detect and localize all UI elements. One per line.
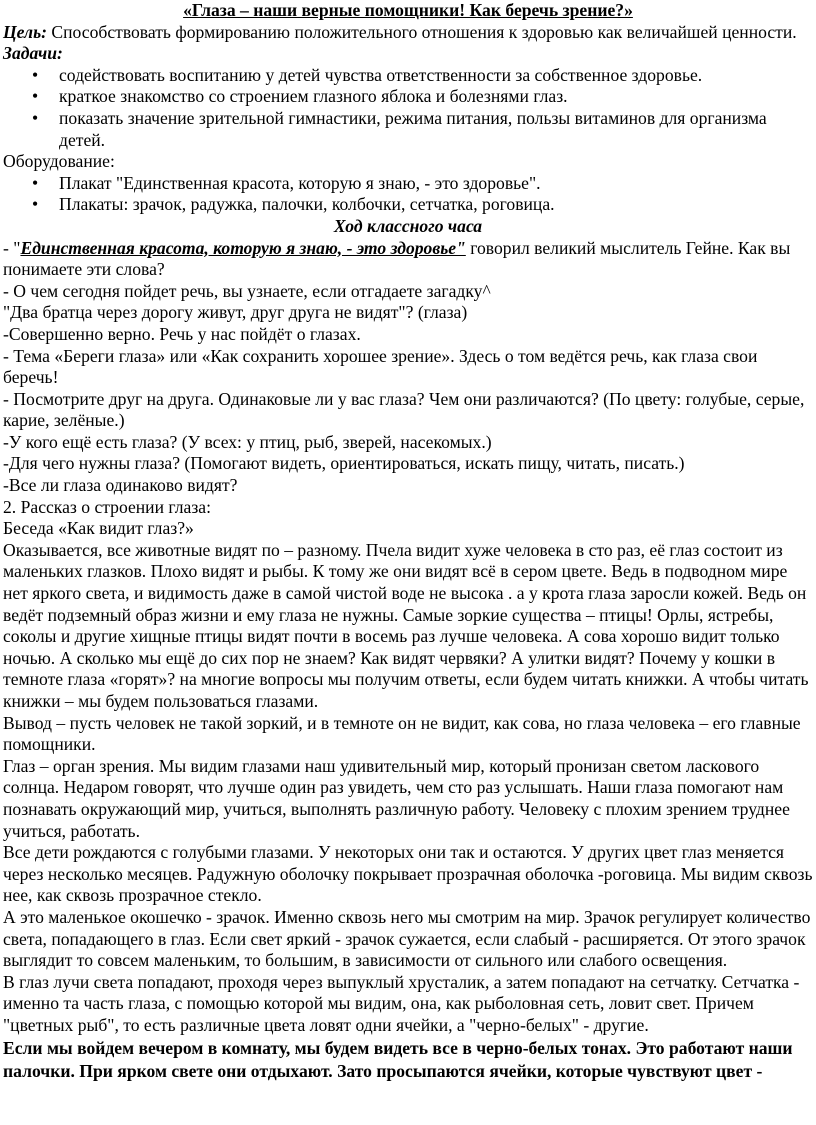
document-title-text: «Глаза – наши верные помощники! Как беречь зрение?»	[183, 0, 633, 20]
paragraph: "Два братца через дорогу живут, друг друга не видят"? (глаза)	[3, 302, 468, 323]
paragraph: Глаз – орган зрения. Мы видим глазами наш удивительный мир, который пронизан светом ласкового солнца. Недаром говорят, что лучше один раз увидеть, чем сто раз услышать. Наши глаза помогают нам познавать окружающий мир, учиться, выполнять различную работу. Человеку с плохим зрением труднее учиться, работать.	[3, 755, 790, 841]
paragraph: Оказывается, все животные видят по – разному. Пчела видит хуже человека в сто раз, её глаз состоит из маленьких глазков. Плохо видят и рыбы. К тому же они видят всё в сером цвете. Ведь в подводном мире нет яркого света, и видимость даже в самой чистой воде не высока . а у крота глаза заросли кожей. Ведь он ведёт подземный образ жизни и ему глаза не нужны. Самые зоркие существа – птицы! Орлы, ястребы, соколы и другие хищные птицы видят почти в восемь раз лучше человека. А сова хорошо видит только ночью. А сколько мы ещё до сих пор не знаем? Как видят червяки? А улитки видят? Почему у кошки в темноте глаза «горят»? на многие вопросы мы получим ответы, если будем читать книжки. А чтобы читать книжки – мы будем пользоваться глазами.	[3, 539, 809, 711]
list-item: • краткое знакомство со строением глазного яблока и болезнями глаз.	[59, 86, 813, 108]
intro-quote: Единственная красота, которую я знаю, - это здоровье"	[20, 237, 466, 258]
paragraph: Все дети рождаются с голубыми глазами. У некоторых они так и остаются. У других цвет глаз меняется через несколько месяцев. Радужную оболочку покрывает прозрачная оболочка -роговица. Мы видим сквозь нее, как сквозь прозрачное стекло.	[3, 842, 813, 906]
paragraph: Вывод – пусть человек не такой зоркий, и в темноте он не видит, как сова, но глаза человека – его главные помощники.	[3, 712, 801, 755]
paragraph: 2. Рассказ о строении глаза:	[3, 496, 211, 517]
equipment-label: Оборудование:	[3, 151, 115, 172]
paragraph: - Тема «Береги глаза» или «Как сохранить хорошее зрение». Здесь о том ведётся речь, как глаза свои беречь!	[3, 345, 758, 388]
paragraph: -Все ли глаза одинаково видят?	[3, 475, 238, 496]
paragraph: -У кого ещё есть глаза? (У всех: у птиц, рыб, зверей, насекомых.)	[3, 431, 492, 452]
paragraph: -Совершенно верно. Речь у нас пойдёт о глазах.	[3, 323, 361, 344]
intro-paragraph	[3, 238, 813, 281]
equipment-list	[3, 173, 813, 216]
closing-paragraph: Если мы войдем вечером в комнату, мы будем видеть все в черно-белых тонах. Это работают наши палочки. При ярком свете они отдыхают. Зато просыпаются ячейки, которые чувствуют цвет -	[3, 1037, 793, 1081]
paragraph: В глаз лучи света попадают, проходя через выпуклый хрусталик, а затем попадают на сетчатку. Сетчатка - именно та часть глаза, с помощью которой мы видим, она, как рыболовная сеть, ловит свет. Причем "цветных рыб", то есть различные цвета ловят одни ячейки, а "черно-белых" - другие.	[3, 971, 800, 1035]
intro-prefix: - "	[3, 237, 21, 258]
paragraph: - Посмотрите друг на друга. Одинаковые ли у вас глаза? Чем они различаются? (По цвету: голубые, серые, карие, зелёные.)	[3, 388, 805, 431]
goal-label: Цель:	[3, 21, 47, 42]
intro-suffix: говорил великий мыслитель Гейне. Как вы понимаете эти слова?	[3, 237, 791, 280]
paragraph: Беседа «Как видит глаз?»	[3, 518, 194, 539]
goal-line	[3, 22, 813, 44]
list-item: • Плакаты: зрачок, радужка, палочки, колбочки, сетчатка, роговица.	[59, 194, 813, 216]
list-item: • показать значение зрительной гимнастики, режима питания, пользы витаминов для организма детей.	[59, 108, 813, 151]
section-heading: Ход классного часа	[333, 215, 483, 236]
tasks-list	[3, 65, 813, 151]
list-item: • содействовать воспитанию у детей чувства ответственности за собственное здоровье.	[59, 65, 813, 87]
tasks-label: Задачи:	[3, 43, 63, 64]
goal-text: Способствовать формированию положительного отношения к здоровью как величайшей ценности.	[46, 21, 797, 42]
list-item: • Плакат "Единственная красота, которую я знаю, - это здоровье".	[59, 173, 813, 195]
paragraph: - О чем сегодня пойдет речь, вы узнаете, если отгадаете загадку^	[3, 280, 491, 301]
document-title	[3, 0, 813, 22]
paragraph: А это маленькое окошечко - зрачок. Именно сквозь него мы смотрим на мир. Зрачок регулирует количество света, попадающего в глаз. Если свет яркий - зрачок сужается, если слабый - расширяется. От этого зрачок выглядит то совсем маленьким, то большим, в зависимости от сильного или слабого освещения.	[3, 906, 811, 971]
paragraph: -Для чего нужны глаза? (Помогают видеть, ориентироваться, искать пищу, читать, писать.)	[3, 453, 685, 474]
